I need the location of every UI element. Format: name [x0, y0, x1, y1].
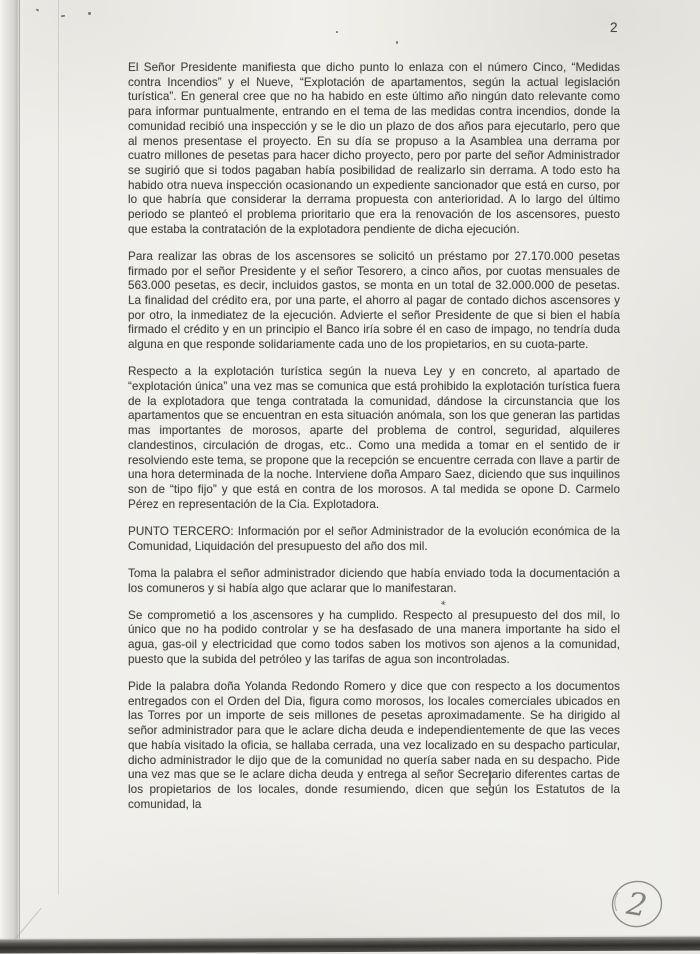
- page-number: 2: [610, 20, 618, 35]
- paragraph-punto-tercero: PUNTO TERCERO: Información por el señor Administrador de la evolución económica de la Comunidad, Liquidación del presupuesto del año dos mil.: [128, 524, 620, 553]
- paragraph-yolanda-redondo: Pide la palabra doña Yolanda Redondo Romero y dice que con respecto a los documentos entregados con el Orden del Dia, figura como morosos, los locales comerciales ubicados en las Torres por un importe de seis millones de pesetas aproximadamente. Se ha dirigido al señor administrador para que le aclare dicha deuda e independientemente de que las veces que había visitado la oficia, se hallaba cerrada, una vez localizado en su despacho particular, dicho administrador le dijo que de la comunidad no quería saber nada en su despacho. Pide una vez mas que se le aclare dicha deuda y entrega al señor Secretario diferentes cartas de los propietarios de los locales, donde resumiendo, dicen que según los Estatutos de la comunidad, la: [128, 680, 620, 811]
- scanner-shadow-band: [0, 936, 700, 953]
- page-left-edge-shadow: [0, 0, 20, 950]
- handwritten-page-number: [606, 875, 670, 935]
- scan-speck: [36, 8, 40, 11]
- paragraph-toma-palabra-administrador: Toma la palabra el señor administrador diciendo que había enviado toda la documentación a los comuneros y si había algo que aclarar que lo manifestaran.: [128, 566, 620, 595]
- paragraph-explotacion-turistica: Respecto a la explotación turística según la nueva Ley y en concreto, al apartado de “explotación única” una vez mas se comunica que está prohibido la explotación turística fuera de la explotadora que tenga contratada la comunidad, dándose la circunstancia que los apartamentos que se encuentran en esta situación anómala, son los que generan las partidas mas importantes de morosos, aparte del problema de control, seguridad, alquileres clandestinos, circulación de drogas, etc.. Como una medida a tomar en el sentido de ir resolviendo este tema, se propone que la recepción se encuentre cerrada con llave a partir de una hora determinada de la noche. Interviene doña Amparo Saez, diciendo que sus inquilinos son de “tipo fijo” y que está en contra de los morosos. A tal medida se opone D. Carmelo Pérez en representación de la Cia. Explotadora.: [128, 365, 620, 511]
- scan-speck: [396, 41, 398, 44]
- paragraph-prestamo-ascensores: Para realizar las obras de los ascensores se solicitó un préstamo por 27.170.000 pesetas firmado por el señor Presidente y el señor Tesorero, a cinco años, por cuotas mensuales de 563.000 pesetas, es decir, incluidos gastos, se monta en un total de 32.000.000 de pesetas. La finalidad del crédito era, por una parte, el ahorro al pagar de contado dichos ascensores y por otro, la inmediatez de la ejecución. Advierte el señor Presidente de que si bien el había firmado el crédito y en un principio el Banco iría sobre él en caso de impago, no tendría duda alguna en que responde solidariamente cada uno de los propietarios, en su cuota-parte.: [128, 249, 620, 352]
- scan-speck: [336, 31, 338, 33]
- handwritten-tick-mark: ⁎: [439, 596, 448, 609]
- circled-number-icon: [606, 875, 670, 935]
- document-body-text: [128, 61, 620, 825]
- scan-speck: [88, 12, 91, 15]
- scan-speck: [61, 15, 65, 18]
- handwritten-digit: 2: [624, 885, 650, 925]
- page-left-crease-line: [58, 0, 59, 895]
- paragraph-presupuesto-dos-mil: Se comprometió a los ascensores y ha cumplido. Respecto al presupuesto del dos mil, lo único que no ha podido controlar y se ha desfasado de una manera importante ha sido el agua, gas-oil y electricidad que como todos saben los motivos son ajenos a la comunidad, puesto que la subida del petróleo y las tarifas de agua son incontroladas.: [128, 608, 620, 666]
- paragraph-presidente-punto: El Señor Presidente manifiesta que dicho punto lo enlaza con el número Cinco, “Medidas contra Incendios” y el Nueve, “Explotación de apartamentos, según la actual legislación turística”. En general cree que no ha habido en este último año ningún dato relevante como para informar puntualmente, entrando en el tema de las medidas contra incendios, donde la comunidad recibió una inspección y se le dio un plazo de dos años para ejecutarlo, pero que al menos presentase el proyecto. En su día se propuso a la Asamblea una derrama por cuatro millones de pesetas para hacer dicho proyecto, pero por parte del señor Administrador se sugirió que si todos pagaban había posibilidad de realizarlo sin derrama. A todo esto ha habido otra nueva inspección ocasionando un expediente sancionador que está en curso, por lo que habría que considerar la derrama propuesta con anterioridad. A lo largo del último periodo se planteó el problema prioritario que era la renovación de los ascensores, puesto que estaba la contratación de la explotadora pendiente de dicha ejecución.: [128, 61, 620, 236]
